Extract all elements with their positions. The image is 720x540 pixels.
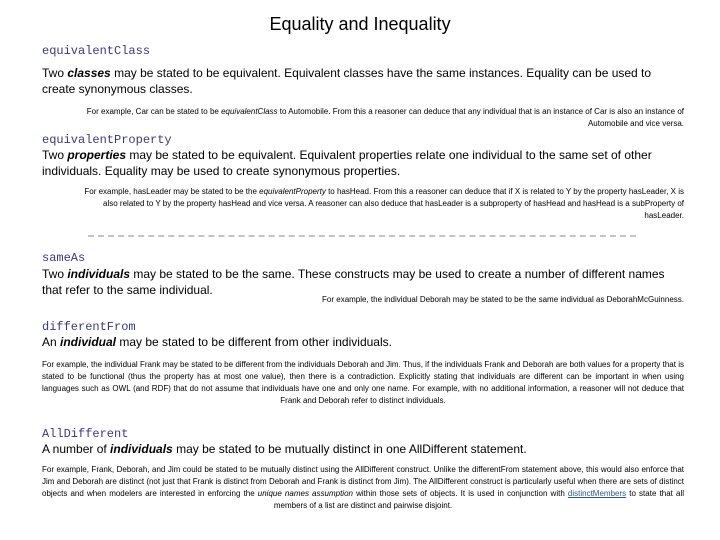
desc-text: Two — [42, 267, 68, 281]
desc-different-from — [42, 334, 682, 350]
example-emphasis: unique names assumption — [257, 489, 353, 498]
example-equivalent-property — [72, 186, 684, 222]
example-text: within those sets of objects. It is used in conjunction with — [352, 489, 568, 498]
section-divider — [88, 235, 636, 237]
term-all-different: AllDifferent — [42, 427, 129, 441]
term-same-as: sameAs — [42, 251, 86, 265]
example-emphasis: equivalentClass — [221, 107, 278, 116]
desc-text: may be stated to be the same. These constructs may be used to create a number of different names that refer to the same individual. — [42, 267, 665, 297]
desc-text: may be stated to be mutually distinct in one AllDifferent statement. — [172, 442, 527, 456]
desc-keyword: properties — [67, 148, 127, 162]
example-text: to hasHead. From this a reasoner can deduce that if X is related to Y by the property hasLeader, X is also related to Y by the property hasHead and vice versa. A reasoner can also deduce that hasLeader is a subproperty of hasHead and hasHead is a subProperty of hasLeader. — [103, 187, 684, 220]
desc-keyword: individuals — [110, 442, 173, 456]
desc-keyword: individual — [60, 335, 117, 349]
example-text: For example, Car can be stated to be — [86, 107, 222, 116]
term-equivalent-property: equivalentProperty — [42, 133, 172, 147]
desc-keyword: individuals — [67, 267, 131, 281]
desc-text: An — [42, 335, 61, 349]
term-different-from: differentFrom — [42, 320, 136, 334]
desc-text: Two — [42, 66, 68, 80]
desc-keyword: classes — [67, 66, 111, 80]
example-all-different — [42, 464, 684, 512]
desc-text: Two — [42, 148, 68, 162]
example-text: to Automobile. From this a reasoner can deduce that any individual that is an instance of Car is also an instance of Automobile and vice versa. — [277, 107, 684, 128]
example-emphasis: equivalentProperty — [259, 187, 326, 196]
example-different-from: For example, the individual Frank may be stated to be different from the individuals Deborah and Jim. Thus, if the individuals Frank and Deborah are both values for a property that is stated to be functional (thus the property has at most one value), then there is a contradiction. Explicitly stating that individuals are different can be important in when using languages such as OWL (and RDF) that do not assume that individuals have one and only one name. For example, with no additional information, a reasoner will not deduce that Frank and Deborah refer to distinct individuals. — [42, 360, 684, 405]
desc-text: may be stated to be different from other individuals. — [116, 335, 392, 349]
example-text: For example, Frank, Deborah, and Jim could be stated to be mutually distinct using the AllDifferent construct. Unlike the differentFrom statement above, this would also enforce that Jim and Deborah are distinct (not just that Frank is distinct from Deborah and Frank is distinct from Jim). The AllDifferent construct is particularly useful when there are sets of distinct objects and when modelers are interested in enforcing the — [42, 465, 684, 498]
example-text: to state that all members of a list are distinct and pairwise disjoint. — [273, 489, 684, 510]
desc-text: A number of — [42, 442, 111, 456]
desc-equivalent-class — [42, 65, 682, 97]
example-text: For example, hasLeader may be stated to be the — [84, 187, 260, 196]
desc-equivalent-property — [42, 147, 682, 179]
term-equivalent-class: equivalentClass — [42, 44, 151, 58]
desc-text: may be stated to be equivalent. Equivalent classes have the same instances. Equality can be used to create synonymous classes. — [42, 66, 652, 96]
example-same-as: For example, the individual Deborah may be stated to be the same individual as DeborahMcGuinness. — [322, 295, 684, 304]
distinct-members-link[interactable]: distinctMembers — [567, 489, 627, 498]
example-equivalent-class — [56, 106, 684, 130]
page-title: Equality and Inequality — [269, 14, 451, 34]
desc-all-different — [42, 441, 682, 457]
desc-text: may be stated to be equivalent. Equivalent properties relate one individual to the same set of other individuals. Equality may be used to create synonymous properties. — [42, 148, 652, 178]
